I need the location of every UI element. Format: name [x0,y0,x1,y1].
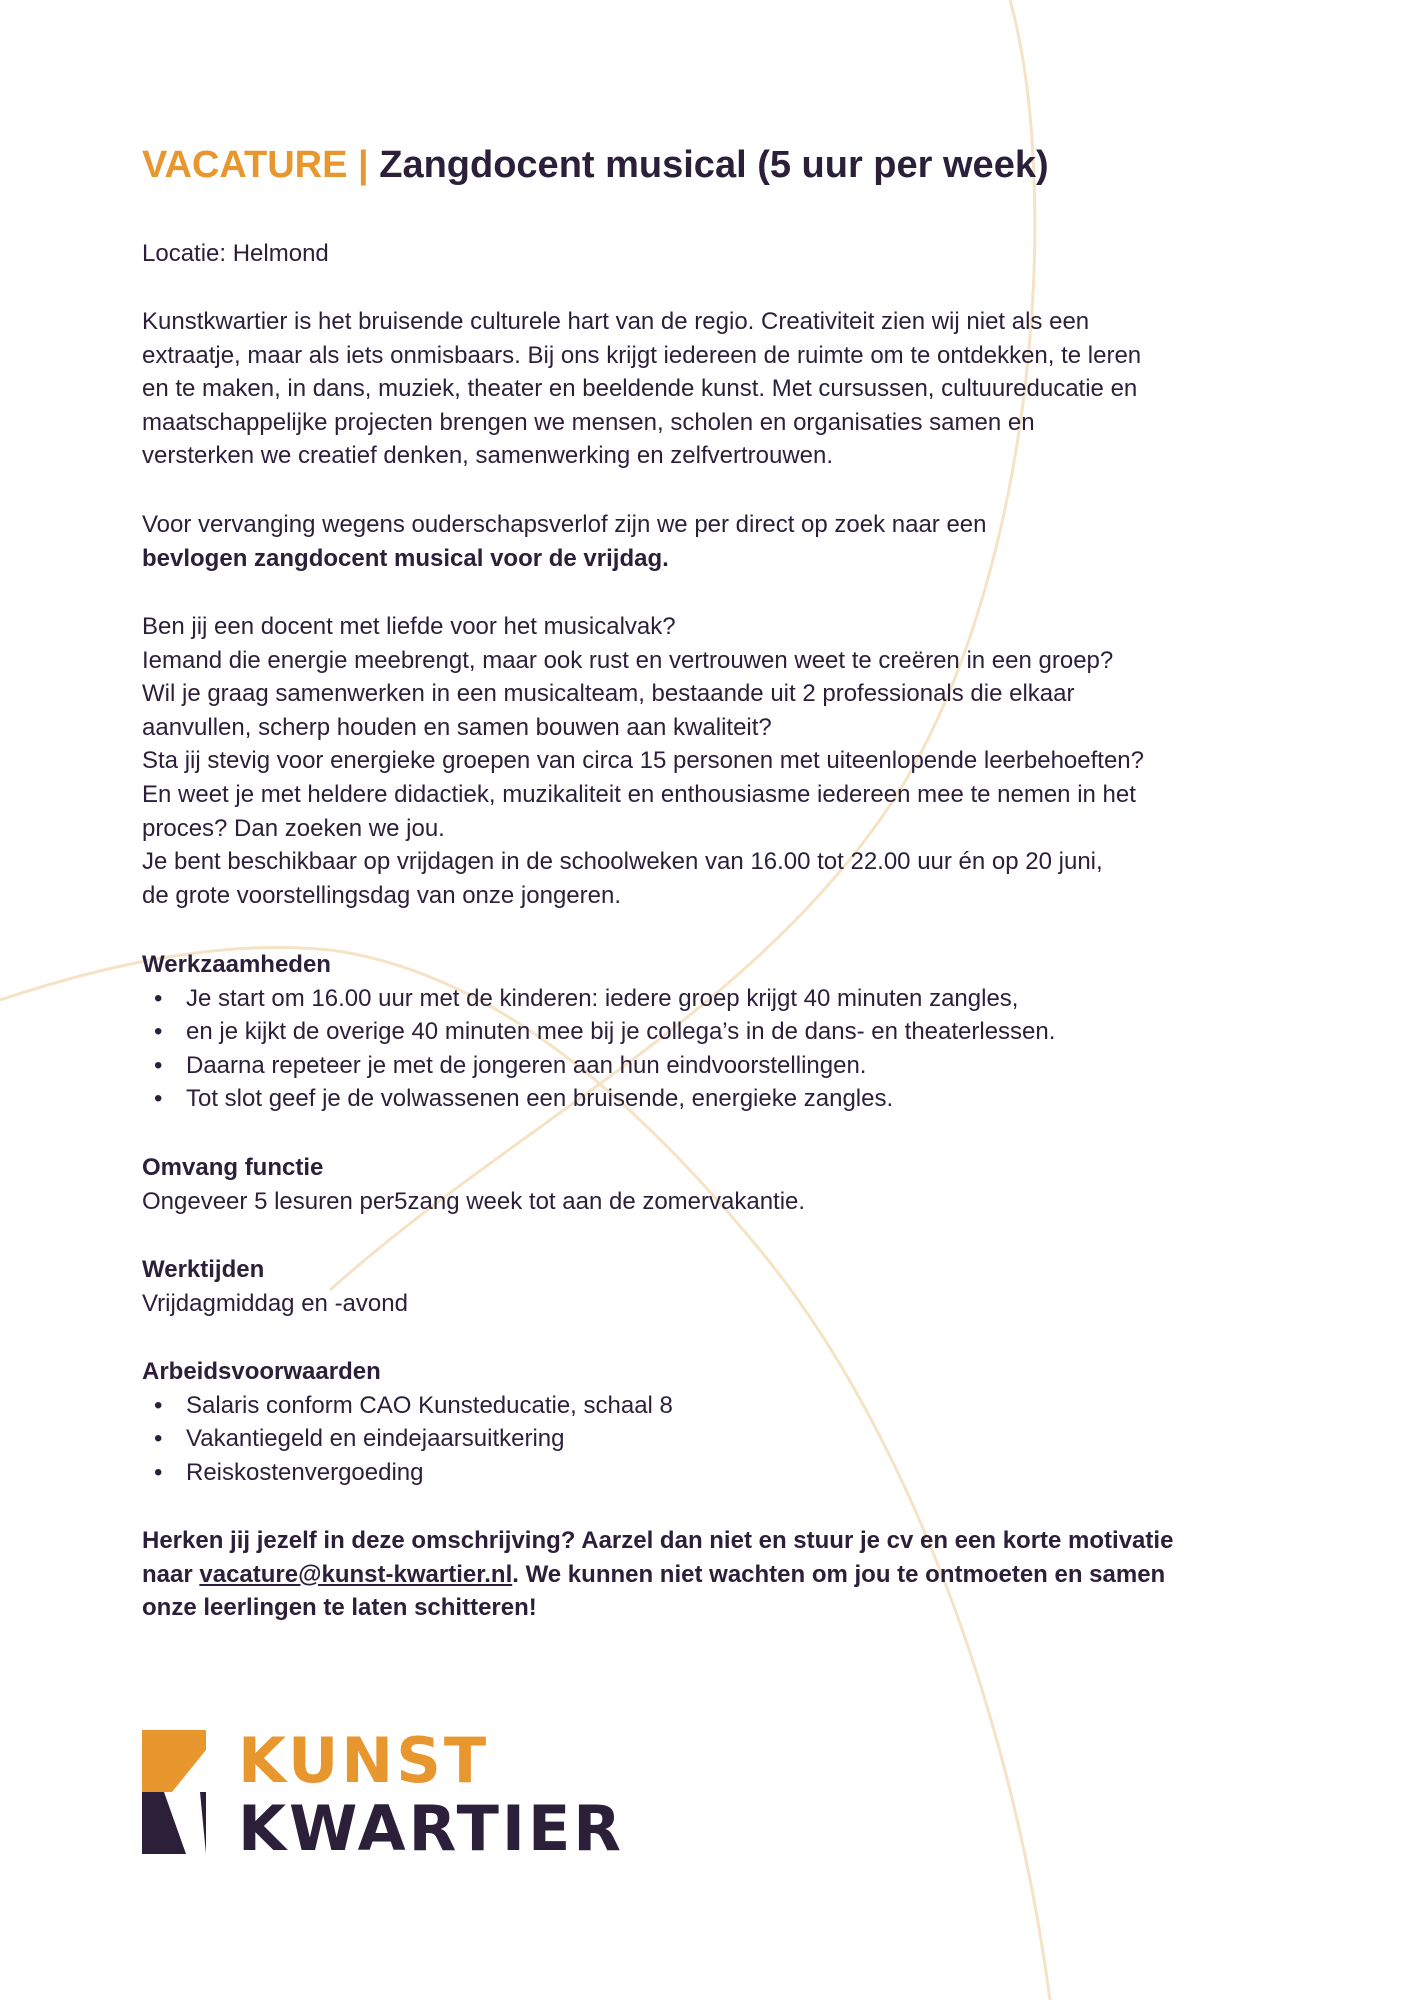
logo-mark-icon [142,1730,206,1854]
closing-text: . We kunnen niet wachten om jou te ontmoeten en samen [512,1560,1166,1588]
intro-paragraph [142,305,1272,473]
scope-heading: Omvang functie [142,1154,324,1181]
profile-line: Je bent beschikbaar op vrijdagen in de schoolweken van 16.00 tot 22.00 uur én op 20 juni, [142,848,1103,876]
closing-paragraph [142,1524,1272,1625]
location-text: Locatie: Helmond [142,240,329,267]
tasks-item-text: • Daarna repeteer je met de jongeren aan hun eindvoorstellingen. [186,1051,867,1079]
closing-text: naar [142,1560,200,1588]
tasks-item-text: • Tot slot geef je de volwassenen een bruisende, energieke zangles. [186,1085,894,1113]
conditions-list-item [142,1456,1272,1490]
intro-line: extraatje, maar als iets onmisbaars. Bij ons krijgt iedereen de ruimte om te ontdekken, te leren [142,341,1142,369]
profile-line: aanvullen, scherp houden en samen bouwen aan kwaliteit? [142,713,772,741]
tasks-list [142,982,1272,1116]
tasks-list-item [142,1082,1272,1116]
conditions-list [142,1389,1272,1490]
search-paragraph [142,508,1272,575]
conditions-item-text: • Vakantiegeld en eindejaarsuitkering [186,1425,565,1453]
location-section [142,237,1272,271]
closing-line [142,1558,1272,1592]
conditions-section [142,1355,1272,1489]
title-label: VACATURE | [142,144,369,186]
conditions-list-item [142,1422,1272,1456]
tasks-item-text: • en je kijkt de overige 40 minuten mee bij je collega’s in de dans- en theaterlessen. [186,1018,1056,1046]
hours-section [142,1253,1272,1320]
profile-line: proces? Dan zoeken we jou. [142,814,445,842]
profile-line: Iemand die energie meebrengt, maar ook rust en vertrouwen weet te creëren in een groep? [142,646,1114,674]
profile-line: Sta jij stevig voor energieke groepen van circa 15 personen met uiteenlopende leerbehoeften? [142,747,1144,775]
intro-line: en te maken, in dans, muziek, theater en beeldende kunst. Met cursussen, cultuureducatie en [142,375,1138,403]
intro-line: Kunstkwartier is het bruisende culturele hart van de regio. Creativiteit zien wij niet als een [142,308,1090,335]
scope-text: Ongeveer 5 lesuren per5zang week tot aan de zomervakantie. [142,1187,806,1215]
profile-line: Ben jij een docent met liefde voor het musicalvak? [142,613,676,640]
intro-line: versterken we creatief denken, samenwerking en zelfvertrouwen. [142,442,834,470]
conditions-item-text: • Reiskostenvergoeding [186,1458,424,1486]
conditions-list-item [142,1389,1272,1423]
tasks-list-item-continued [142,1015,1272,1049]
email-link[interactable]: vacature@kunst-kwartier.nl [199,1560,513,1588]
profile-line: de grote voorstellingsdag van onze jongeren. [142,881,621,909]
kunstkwartier-logo [142,1724,625,1865]
tasks-item-text: • Je start om 16.00 uur met de kinderen: iedere groep krijgt 40 minuten zangles, [186,984,1019,1012]
conditions-item-text: • Salaris conform CAO Kunsteducatie, schaal 8 [186,1391,673,1419]
scope-section [142,1151,1272,1218]
search-line: Voor vervanging wegens ouderschapsverlof zijn we per direct op zoek naar een [142,511,987,538]
closing-line: Herken jij jezelf in deze omschrijving? Aarzel dan niet en stuur je cv en een korte motivatie [142,1527,1174,1554]
hours-text: Vrijdagmiddag en -avond [142,1289,408,1317]
conditions-heading: Arbeidsvoorwaarden [142,1358,381,1385]
profile-line: En weet je met heldere didactiek, muzikaliteit en enthousiasme iedereen mee te nemen in het [142,780,1136,808]
intro-line: maatschappelijke projecten brengen we mensen, scholen en organisaties samen en [142,408,1035,436]
profile-line: Wil je graag samenwerken in een musicalteam, bestaande uit 2 professionals die elkaar [142,680,1075,708]
hours-heading: Werktijden [142,1256,265,1283]
closing-line: onze leerlingen te laten schitteren! [142,1594,537,1622]
tasks-heading: Werkzaamheden [142,951,331,978]
tasks-section [142,948,1272,1116]
logo-word-kwartier: KWARTIER [238,1792,625,1865]
page-title [142,140,1049,190]
title-text: Zangdocent musical (5 uur per week) [379,144,1049,186]
tasks-list-item [142,982,1272,1016]
profile-paragraph [142,610,1272,912]
search-highlight: bevlogen zangdocent musical voor de vrijdag. [142,544,669,572]
tasks-list-item [142,1049,1272,1083]
logo-word-kunst: KUNST [238,1724,490,1797]
